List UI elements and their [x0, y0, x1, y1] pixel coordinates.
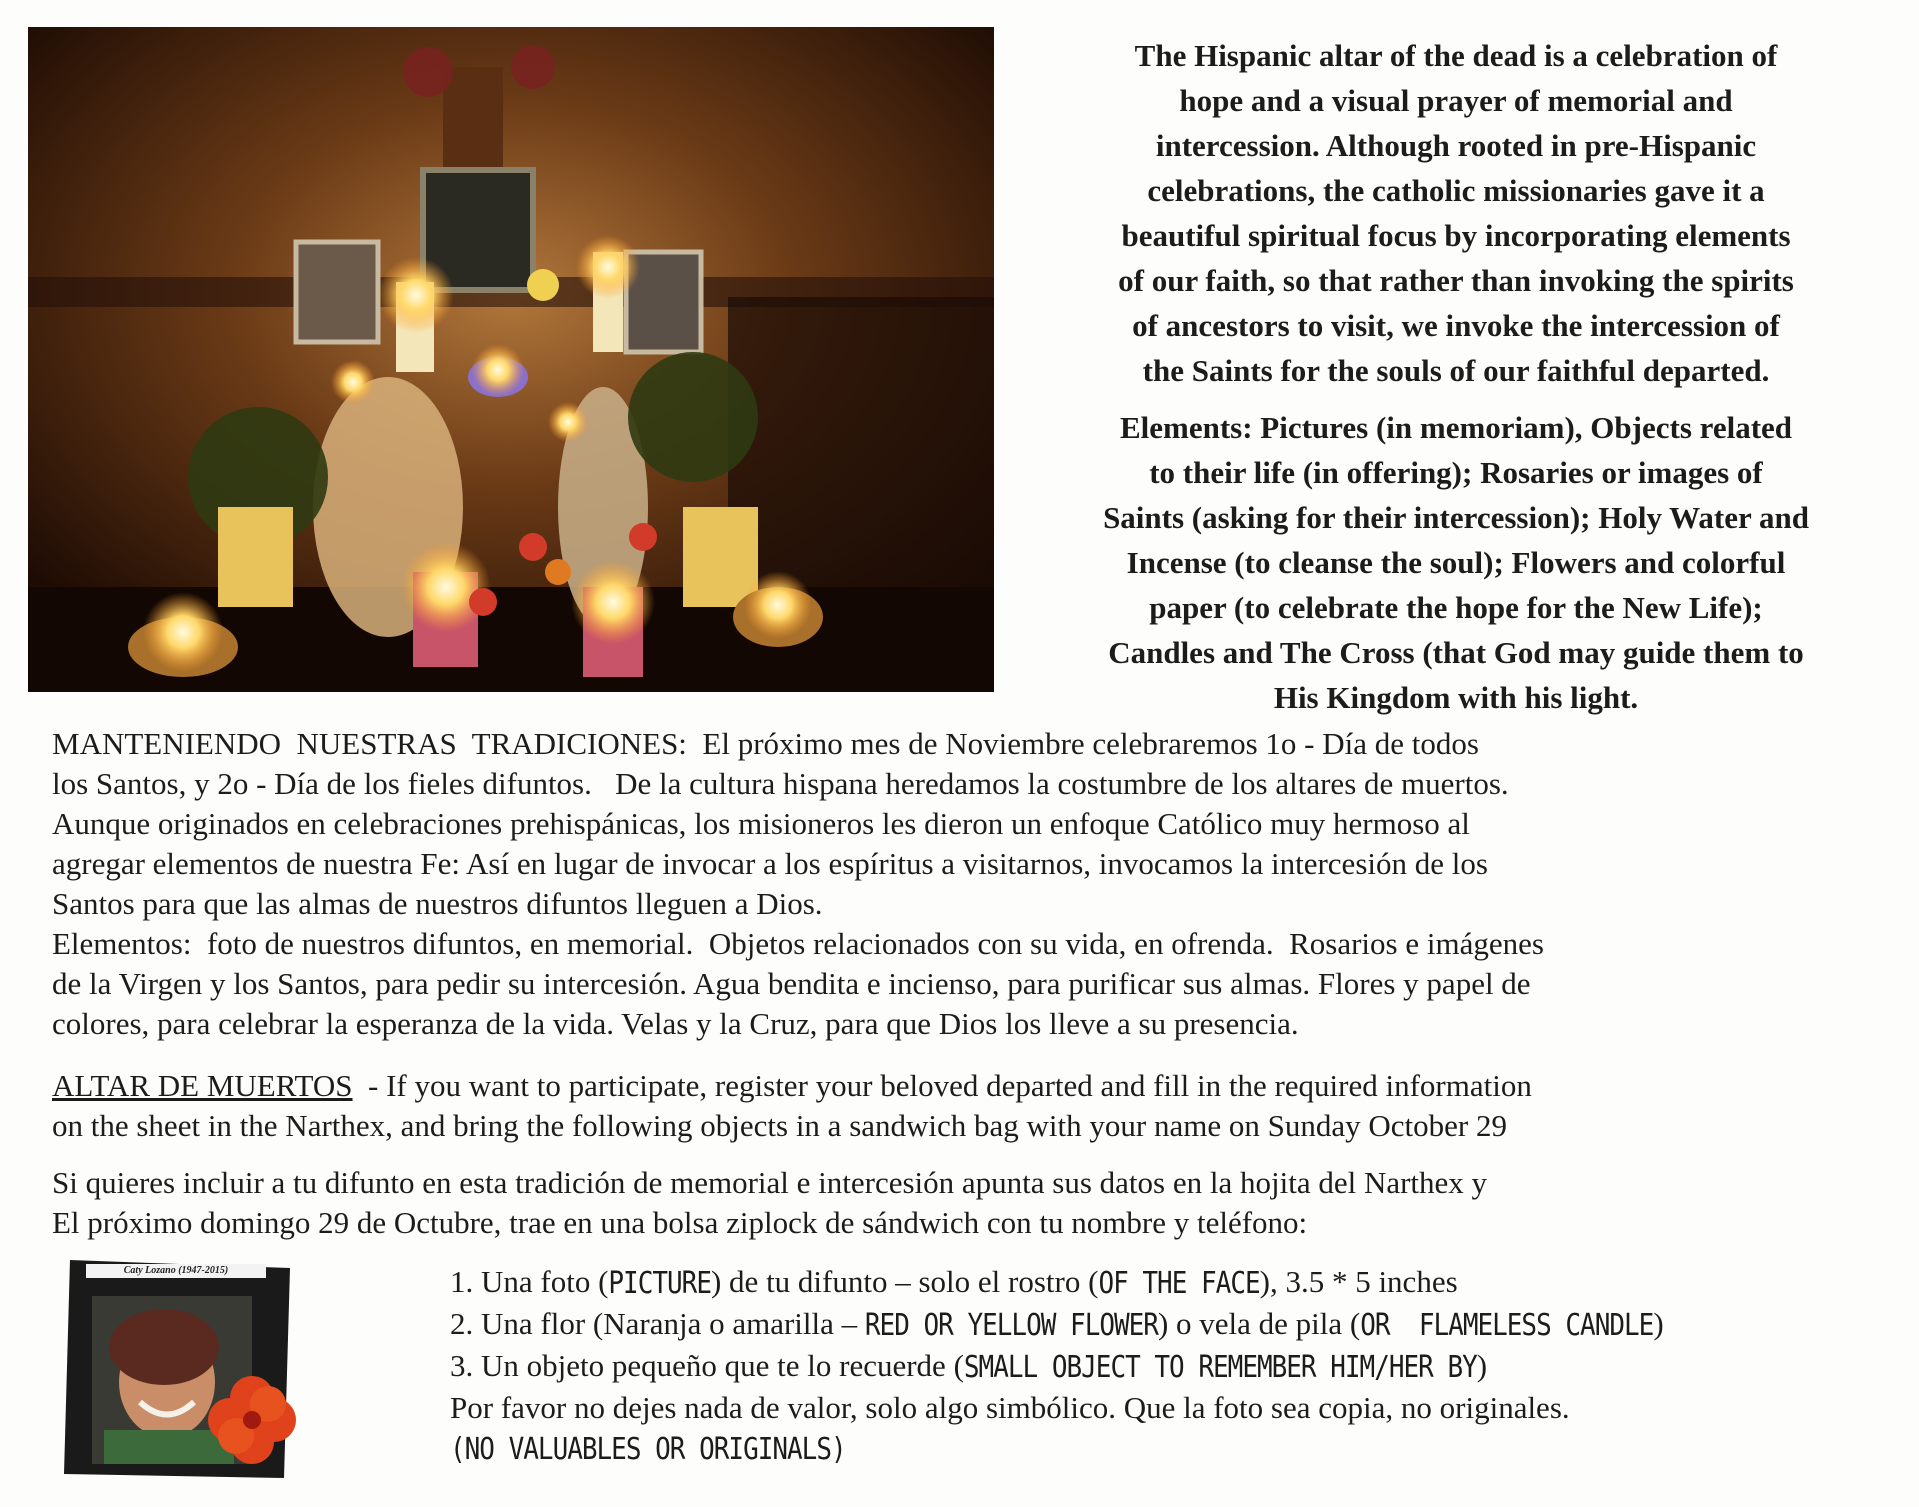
- list-item-english: PICTURE: [608, 1266, 711, 1302]
- spanish-line: los Santos, y 2o - Día de los fieles difuntos. De la cultura hispana heredamos la costumbre de los altares de muertos.: [52, 766, 1509, 801]
- altar-participation-paragraph: [52, 1066, 1912, 1146]
- english-elements-line: to their life (in offering); Rosaries or images of: [1149, 455, 1763, 490]
- spanish-line: de la Virgen y los Santos, para pedir su intercesión. Agua bendita e incienso, para purificar sus almas. Flores y papel de: [52, 966, 1531, 1001]
- english-intro-line: The Hispanic altar of the dead is a celebration of: [1134, 38, 1778, 73]
- spanish-instructions-paragraph: [52, 1163, 1912, 1243]
- english-elements-line: Candles and The Cross (that God may guide them to: [1108, 635, 1804, 670]
- list-item-english: SMALL OBJECT TO REMEMBER HIM/HER BY: [963, 1350, 1477, 1386]
- list-item-text: 3. Un objeto pequeño que te lo recuerde (: [450, 1348, 964, 1383]
- list-item-text: ) de tu difunto – solo el rostro (: [710, 1264, 1099, 1299]
- english-intro-line: of ancestors to visit, we invoke the intercession of: [1132, 308, 1780, 343]
- list-item-text: ): [1476, 1348, 1488, 1383]
- spanish-line: Aunque originados en celebraciones prehispánicas, los misioneros les dieron un enfoque Católico muy hermoso al: [52, 806, 1470, 841]
- list-item: [450, 1346, 1900, 1388]
- list-item-english: OF THE FACE: [1098, 1266, 1260, 1302]
- english-intro-line: intercession. Although rooted in pre-Hispanic: [1155, 128, 1757, 163]
- spanish-instructions-line: El próximo domingo 29 de Octubre, trae en una bolsa ziplock de sándwich con tu nombre y teléfono:: [52, 1205, 1308, 1240]
- english-intro-line: hope and a visual prayer of memorial and: [1179, 83, 1733, 118]
- list-item-text: ), 3.5 * 5 inches: [1259, 1264, 1458, 1299]
- list-item-text: ) o vela de pila (: [1157, 1306, 1361, 1341]
- list-item-english: RED OR YELLOW FLOWER: [864, 1308, 1158, 1344]
- list-note-english: [450, 1428, 1900, 1470]
- altar-heading: ALTAR DE MUERTOS: [52, 1068, 353, 1103]
- list-item-text: ): [1653, 1306, 1664, 1341]
- list-note-english-text: (NO VALUABLES OR ORIGINALS): [450, 1432, 846, 1468]
- english-intro-paragraph: [1012, 33, 1900, 393]
- english-elements-paragraph: [1012, 405, 1900, 720]
- english-elements-line: Elements: Pictures (in memoriam), Objects related: [1119, 410, 1793, 445]
- objects-list: [450, 1262, 1900, 1470]
- spanish-line: MANTENIENDO NUESTRAS TRADICIONES: El próximo mes de Noviembre celebraremos 1o - Día de todos: [52, 726, 1479, 761]
- altar-photo: [28, 27, 994, 692]
- spanish-line: Santos para que las almas de nuestros difuntos lleguen a Dios.: [52, 886, 823, 921]
- memorial-photo-frame: [52, 1252, 334, 1492]
- list-item-text: 1. Una foto (: [450, 1264, 609, 1299]
- spanish-instructions-line: Si quieres incluir a tu difunto en esta tradición de memorial e intercesión apunta sus datos en la hojita del Narthex y: [52, 1165, 1488, 1200]
- list-item-english: OR FLAMELESS CANDLE: [1360, 1308, 1654, 1344]
- list-item-text: 2. Una flor (Naranja o amarilla –: [450, 1306, 865, 1341]
- english-elements-line: Incense (to cleanse the soul); Flowers and colorful: [1126, 545, 1786, 580]
- list-item: [450, 1262, 1900, 1304]
- spanish-traditions-paragraph: [52, 724, 1912, 1044]
- english-intro-line: the Saints for the souls of our faithful departed.: [1142, 353, 1770, 388]
- english-intro-line: of our faith, so that rather than invoking the spirits: [1118, 263, 1794, 298]
- list-item: [450, 1304, 1900, 1346]
- memorial-photo-caption: Caty Lozano (1947-2015): [86, 1264, 266, 1278]
- list-note: Por favor no dejes nada de valor, solo algo simbólico. Que la foto sea copia, no originales.: [450, 1390, 1570, 1425]
- english-intro-line: celebrations, the catholic missionaries gave it a: [1147, 173, 1765, 208]
- spanish-line: colores, para celebrar la esperanza de la vida. Velas y la Cruz, para que Dios los lleve a su presencia.: [52, 1006, 1299, 1041]
- altar-line1: - If you want to participate, register your beloved departed and fill in the required information: [352, 1068, 1532, 1103]
- spanish-line: agregar elementos de nuestra Fe: Así en lugar de invocar a los espíritus a visitarnos, invocamos la intercesión de los: [52, 846, 1488, 881]
- english-elements-line: Saints (asking for their intercession); Holy Water and: [1103, 500, 1809, 535]
- english-intro-line: beautiful spiritual focus by incorporating elements: [1121, 218, 1791, 253]
- english-elements-line: paper (to celebrate the hope for the New Life);: [1149, 590, 1763, 625]
- altar-line2: on the sheet in the Narthex, and bring the following objects in a sandwich bag with your name on Sunday October 29: [52, 1108, 1507, 1143]
- english-elements-line: His Kingdom with his light.: [1273, 680, 1639, 715]
- spanish-line: Elementos: foto de nuestros difuntos, en memorial. Objetos relacionados con su vida, en ofrenda. Rosarios e imágenes: [52, 926, 1544, 961]
